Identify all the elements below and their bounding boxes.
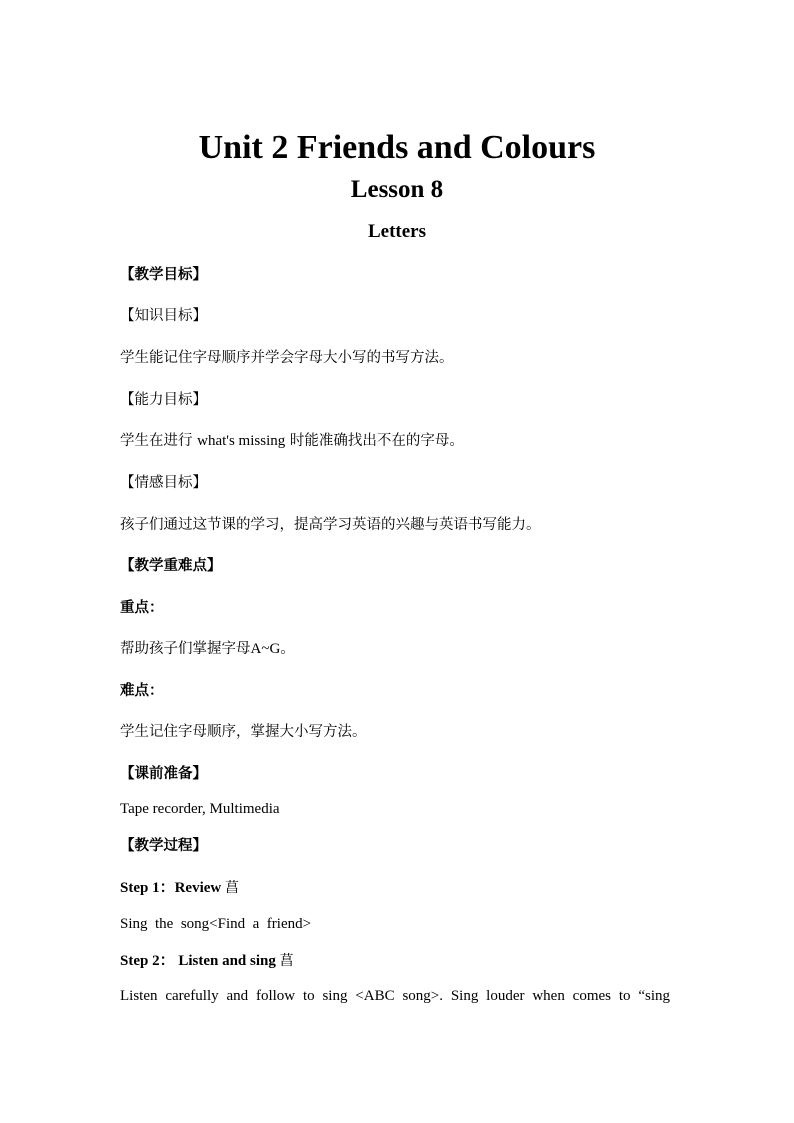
objectives-heading: 【教学目标】 [120, 267, 207, 283]
key-text [120, 639, 295, 659]
difficult-text: 学生记住字母顺序，掌握大小写方法。 [120, 724, 367, 740]
key-label: 重点： [120, 600, 164, 616]
lesson-subtitle: Lesson 8 [350, 176, 444, 203]
key-text-prefix: 帮助孩子们掌握字母 [120, 641, 251, 657]
step2-mark: 菖 [279, 953, 294, 969]
step1-label: Step 1：Review [120, 880, 222, 896]
emotion-text: 孩子们通过这节课的学习，提高学习英语的兴趣与英语书写能力。 [120, 517, 541, 533]
step2-text: Listen carefully and follow to sing <ABC song>. Sing louder when comes to “sing [120, 988, 670, 1004]
key-text-suffix: 。 [280, 641, 295, 657]
step1-text: Sing the song<Find a friend> [120, 916, 312, 932]
ability-text [120, 431, 464, 451]
step1-mark: 菖 [225, 880, 239, 896]
step1-heading [120, 878, 239, 898]
key-text-en: A~G [250, 641, 281, 657]
step2-label: Step 2： Listen and sing [120, 953, 276, 969]
ability-text-prefix: 学生在进行 [120, 433, 193, 449]
ability-heading: 【能力目标】 [120, 392, 207, 408]
prep-text: Tape recorder, Multimedia [120, 801, 280, 817]
process-heading: 【教学过程】 [120, 838, 207, 854]
difficult-label: 难点： [120, 683, 164, 699]
knowledge-heading: 【知识目标】 [120, 308, 207, 324]
prep-heading: 【课前准备】 [120, 766, 207, 782]
key-difficult-heading: 【教学重难点】 [120, 558, 222, 574]
page-title: Unit 2 Friends and Colours [198, 129, 596, 166]
lesson-topic: Letters [367, 221, 427, 242]
ability-text-suffix: 时能准确找出不在的字母。 [289, 433, 464, 449]
ability-text-en: what's missing [197, 433, 286, 449]
emotion-heading: 【情感目标】 [120, 475, 207, 491]
knowledge-text: 学生能记住字母顺序并学会字母大小写的书写方法。 [120, 350, 454, 366]
step2-heading [120, 951, 294, 971]
